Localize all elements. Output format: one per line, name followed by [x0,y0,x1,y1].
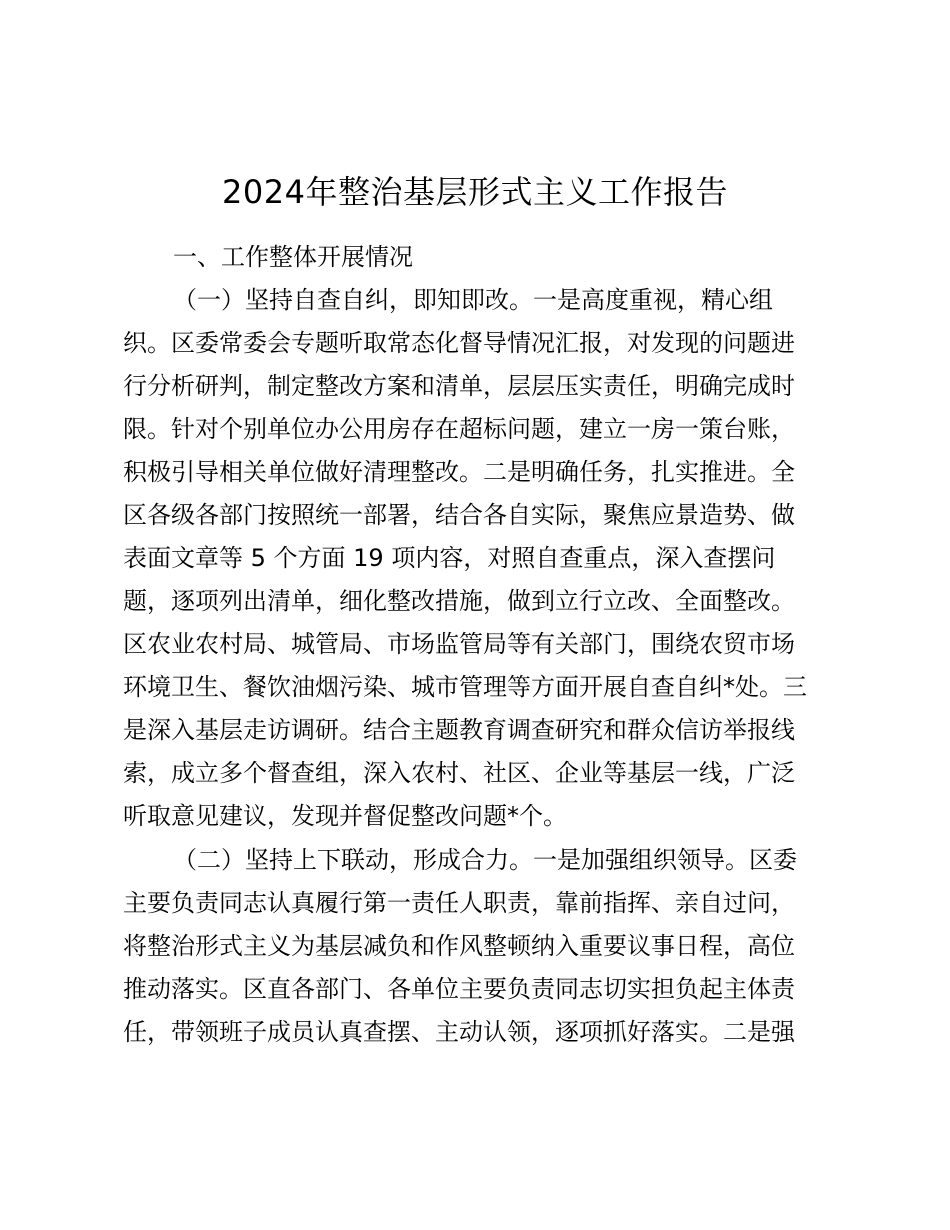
paragraph-line: 是深入基层走访调研。结合主题教育调查研究和群众信访举报线 [123,716,795,744]
paragraph-line: 织。区委常委会专题听取常态化督导情况汇报，对发现的问题进 [123,329,795,357]
paragraph-line: 区农业农村局、城管局、市场监管局等有关部门，围绕农贸市场 [123,630,795,658]
paragraph-line: 主要负责同志认真履行第一责任人职责，靠前指挥、亲自过问， [123,889,795,917]
paragraph-line: （一）坚持自查自纠，即知即改。一是高度重视，精心组 [173,286,773,314]
paragraph-line: 听取意见建议，发现并督促整改问题*个。 [123,802,567,830]
section-heading: 一、工作整体开展情况 [173,243,413,271]
paragraph-line: 积极引导相关单位做好清理整改。二是明确任务，扎实推进。全 [123,458,795,486]
paragraph-line: 题，逐项列出清单，细化整改措施，做到立行立改、全面整改。 [123,587,795,615]
paragraph-line: 区各级各部门按照统一部署，结合各自实际，聚焦应景造势、做 [123,501,795,529]
paragraph-line: 任，带领班子成员认真查摆、主动认领，逐项抓好落实。二是强 [123,1018,795,1046]
paragraph-line: 限。针对个别单位办公用房存在超标问题，建立一房一策台账， [123,415,795,443]
paragraph-line: 表面文章等 5 个方面 19 项内容，对照自查重点，深入查摆问 [123,544,776,572]
document-title: 2024年整治基层形式主义工作报告 [222,173,728,211]
paragraph-line: 索，成立多个督查组，深入农村、社区、企业等基层一线，广泛 [123,759,795,787]
paragraph-line: 推动落实。区直各部门、各单位主要负责同志切实担负起主体责 [123,975,795,1003]
paragraph-line: 环境卫生、餐饮油烟污染、城市管理等方面开展自查自纠*处。三 [123,673,807,701]
paragraph-line: （二）坚持上下联动，形成合力。一是加强组织领导。区委 [173,846,797,874]
paragraph-line: 行分析研判，制定整改方案和清单，层层压实责任，明确完成时 [123,372,795,400]
paragraph-line: 将整治形式主义为基层减负和作风整顿纳入重要议事日程，高位 [123,932,795,960]
